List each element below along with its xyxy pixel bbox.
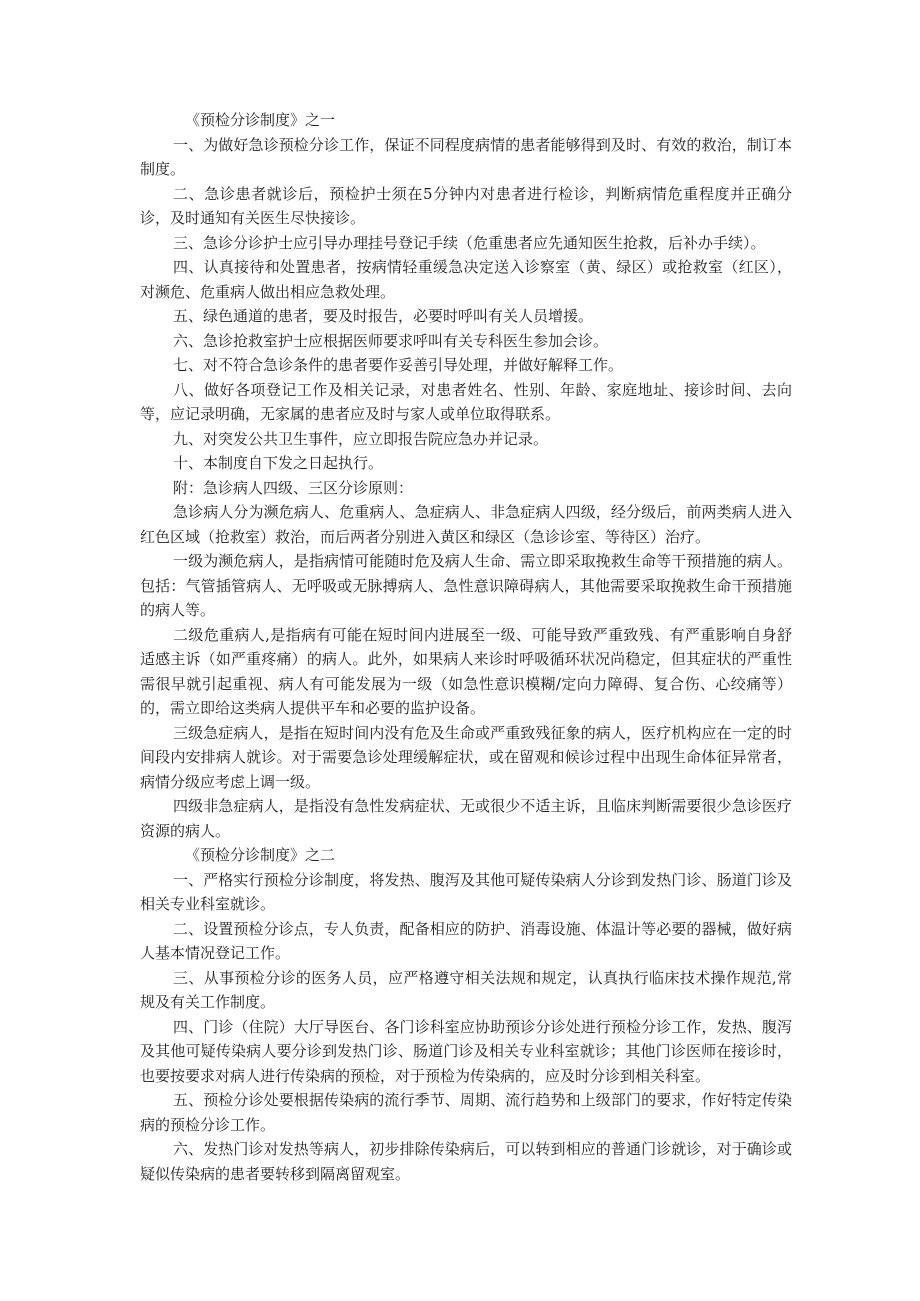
document-body xyxy=(140,108,792,1186)
section-1-paragraph-1: 一、为做好急诊预检分诊工作，保证不同程度病情的患者能够得到及时、有效的救治，制订本制度。 xyxy=(140,135,792,178)
appendix-paragraph-level-3: 三级急症病人，是指在短时间内没有危及生命或严重致残征象的病人，医疗机构应在一定的时间段内安排病人就诊。对于需要急诊处理缓解症状，或在留观和候诊过程中出现生命体征异常者，病情分级应考虑上调一级。 xyxy=(140,723,792,791)
section-2-paragraph-2: 二、设置预检分诊点，专人负责，配备相应的防护、消毒设施、体温计等必要的器械，做好病人基本情况登记工作。 xyxy=(140,919,792,962)
section-1-paragraph-9: 九、对突发公共卫生事件，应立即报告院应急办并记录。 xyxy=(173,429,549,448)
appendix-heading: 附：急诊病人四级、三区分诊原则： xyxy=(173,478,414,497)
section-1-paragraph-5: 五、绿色通道的患者，要及时报告，必要时呼叫有关人员增援。 xyxy=(173,307,594,325)
section-2-title: 《预检分诊制度》之二 xyxy=(185,846,336,864)
appendix-paragraph-level-4: 四级非急症病人，是指没有急性发病症状、无或很少不适主诉，且临床判断需要很少急诊医疗资源的病人。 xyxy=(140,797,792,840)
appendix-paragraph-level-1: 一级为濒危病人，是指病情可能随时危及病人生命、需立即采取挽救生命等干预措施的病人。包括：气管插管病人、无呼吸或无脉搏病人、急性意识障碍病人，其他需要采取挽救生命干预措施的病人等。 xyxy=(140,552,792,619)
section-2-paragraph-3: 三、从事预检分诊的医务人员，应严格遵守相关法规和规定，认真执行临床技术操作规范,常规及有关工作制度。 xyxy=(140,968,792,1011)
section-1-title: 《预检分诊制度》之一 xyxy=(185,111,336,129)
appendix-paragraph-overview: 急诊病人分为濒危病人、危重病人、急症病人、非急症病人四级，经分级后，前两类病人进入红色区域（抢救室）救治，而后两者分别进入黄区和绿区（急诊诊室、等待区）治疗。 xyxy=(140,503,792,546)
section-2-paragraph-1: 一、严格实行预检分诊制度，将发热、腹泻及其他可疑传染病人分诊到发热门诊、肠道门诊及相关专业科室就诊。 xyxy=(140,870,792,913)
section-1-paragraph-8: 八、做好各项登记工作及相关记录，对患者姓名、性别、年龄、家庭地址、接诊时间、去向等，应记录明确，无家属的患者应及时与家人或单位取得联系。 xyxy=(140,380,792,423)
section-1-paragraph-7: 七、对不符合急诊条件的患者要作妥善引导处理，并做好解释工作。 xyxy=(173,356,624,374)
appendix-paragraph-level-2: 二级危重病人,是指病有可能在短时间内进展至一级、可能导致严重致残、有严重影响自身舒适感主诉（如严重疼痛）的病人。此外，如果病人来诊时呼吸循环状况尚稳定，但其症状的严重性需很早就引起重视、病人有可能发展为一级（如急性意识模糊/定向力障碍、复合伤、心绞痛等）的，需立即给这类病人提供平车和必要的监护设备。 xyxy=(140,625,792,717)
section-2-paragraph-4: 四、门诊（住院）大厅导医台、各门诊科室应协助预诊分诊处进行预检分诊工作，发热、腹泻及其他可疑传染病人要分诊到发热门诊、肠道门诊及相关专业科室就诊；其他门诊医师在接诊时，也要按要求对病人进行传染病的预检，对于预检为传染病的，应及时分诊到相关科室。 xyxy=(140,1017,792,1085)
section-2-paragraph-6: 六、发热门诊对发热等病人，初步排除传染病后，可以转到相应的普通门诊就诊，对于确诊或疑似传染病的患者要转移到隔离留观室。 xyxy=(140,1140,792,1183)
section-1-paragraph-6: 六、急诊抢救室护士应根据医师要求呼叫有关专科医生参加会诊。 xyxy=(173,331,609,350)
section-1-paragraph-3: 三、急诊分诊护士应引导办理挂号登记手续（危重患者应先通知医生抢救，后补办手续）。 xyxy=(173,233,766,252)
section-1-paragraph-4: 四、认真接待和处置患者，按病情轻重缓急决定送入诊察室（黄、绿区）或抢救室（红区），对濒危、危重病人做出相应急救处理。 xyxy=(140,258,792,301)
section-1-paragraph-10: 十、本制度自下发之日起执行。 xyxy=(173,454,384,472)
section-2-paragraph-5: 五、预检分诊处要根据传染病的流行季节、周期、流行趋势和上级部门的要求，作好特定传染病的预检分诊工作。 xyxy=(140,1091,792,1134)
section-1-paragraph-2: 二、急诊患者就诊后，预检护士须在5分钟内对患者进行检诊，判断病情危重程度并正确分诊，及时通知有关医生尽快接诊。 xyxy=(140,184,792,227)
